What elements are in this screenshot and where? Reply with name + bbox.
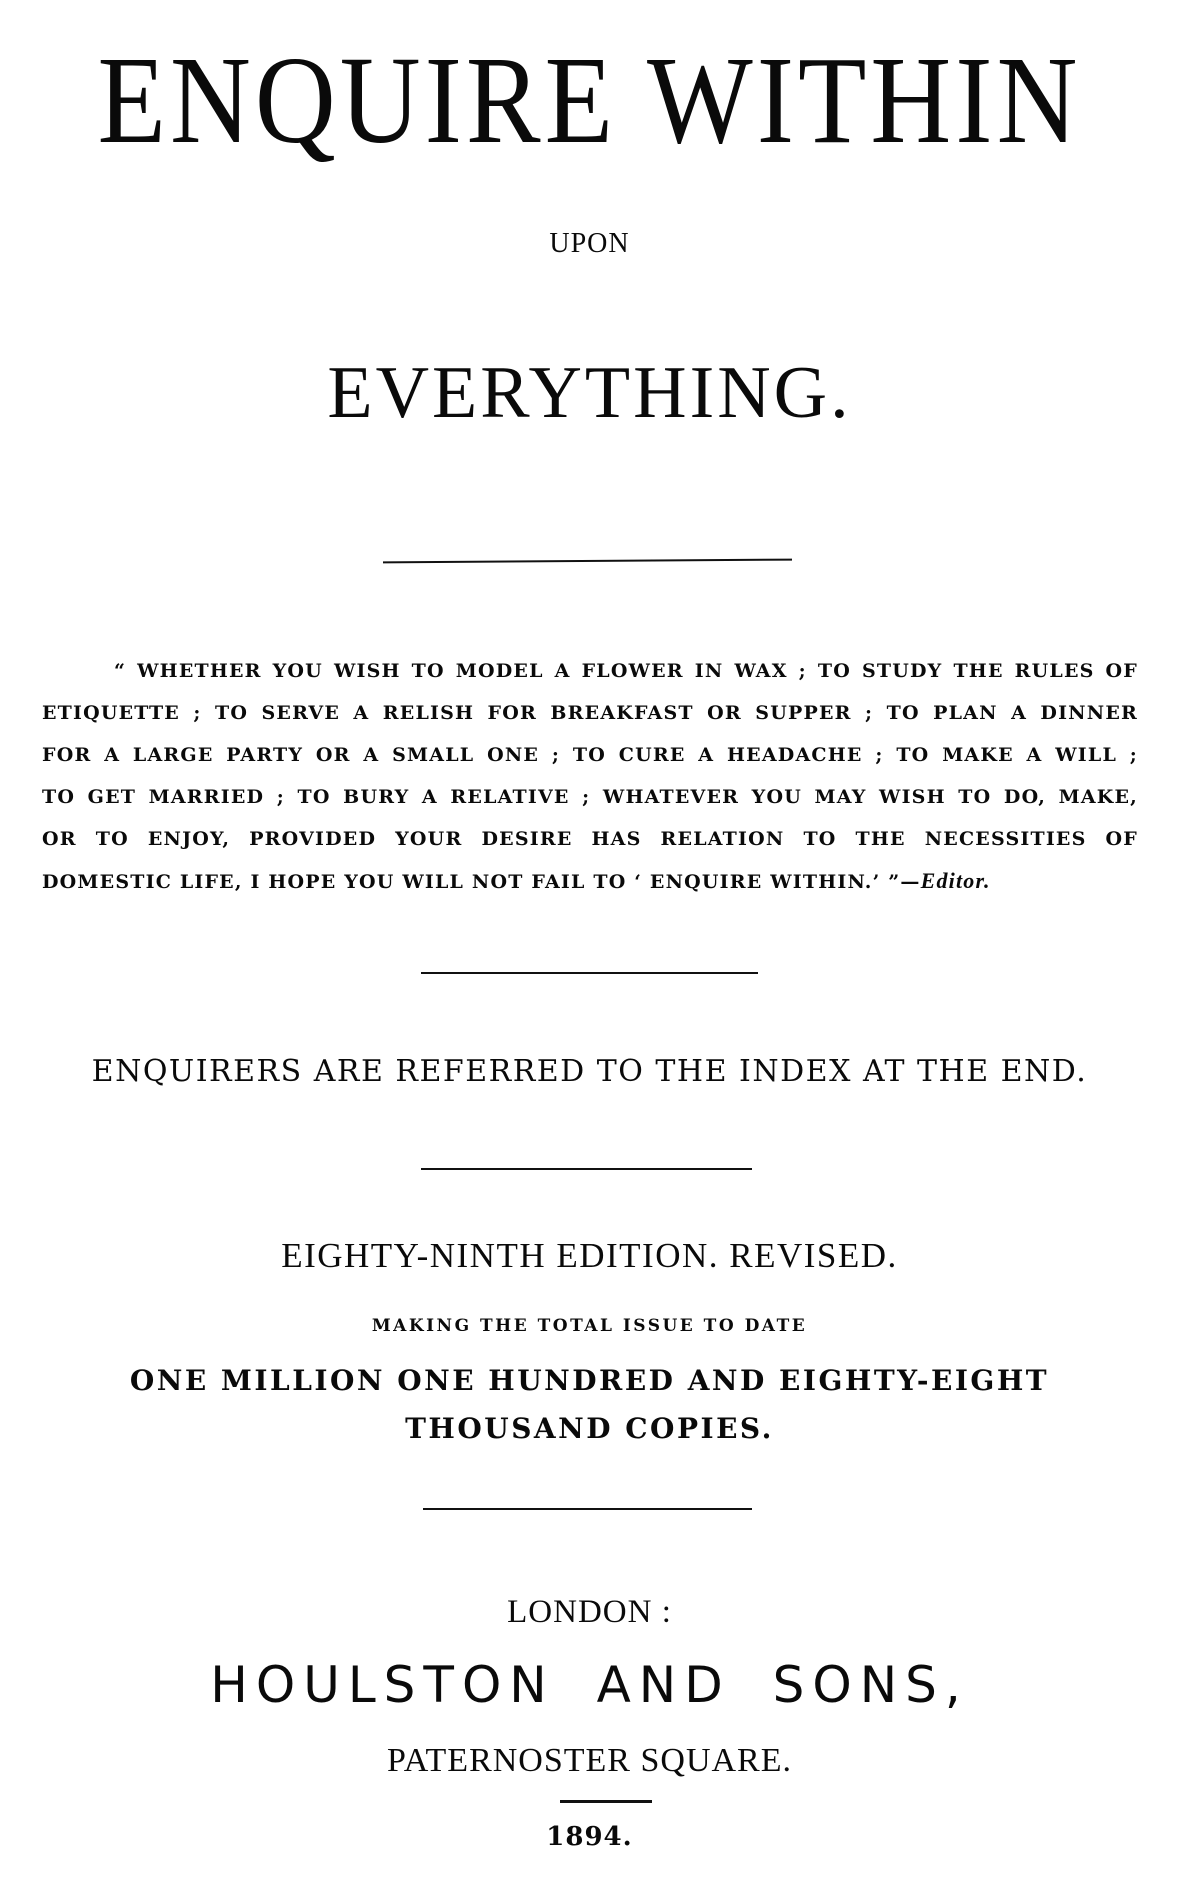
imprint-address: PATERNOSTER SQUARE. [386, 1742, 793, 1779]
epigraph-line-6 [42, 860, 1138, 902]
imprint-publisher: HOULSTON AND SONS, [210, 1656, 969, 1714]
epigraph [42, 650, 1138, 902]
divider-rule-short [560, 1800, 652, 1803]
epigraph-attribution: Editor. [920, 868, 991, 893]
epigraph-line-3: FOR A LARGE PARTY OR A SMALL ONE ; TO CURE A HEADACHE ; TO MAKE A WILL ; [42, 744, 1138, 766]
imprint-city: LONDON : [507, 1594, 672, 1630]
divider-rule-4 [423, 1508, 752, 1510]
divider-rule-3 [421, 1168, 752, 1170]
epigraph-line-2: ETIQUETTE ; TO SERVE A RELISH FOR BREAKFAST OR SUPPER ; TO PLAN A DINNER [42, 702, 1138, 724]
book-title: ENQUIRE WITHIN [97, 31, 1082, 171]
index-note: ENQUIRERS ARE REFERRED TO THE INDEX AT THE END. [91, 1054, 1088, 1089]
issue-count-line-2: THOUSAND COPIES. [405, 1412, 774, 1445]
book-subtitle: EVERYTHING. [327, 352, 852, 434]
divider-rule-2 [421, 972, 758, 974]
issue-count-line-1: ONE MILLION ONE HUNDRED AND EIGHTY-EIGHT [129, 1364, 1050, 1397]
edition-statement: EIGHTY-NINTH EDITION. REVISED. [281, 1236, 898, 1275]
issue-intro: MAKING THE TOTAL ISSUE TO DATE [371, 1316, 808, 1336]
epigraph-line-4: TO GET MARRIED ; TO BURY A RELATIVE ; WHATEVER YOU MAY WISH TO DO, MAKE, [42, 786, 1138, 808]
title-connector: UPON [549, 228, 630, 259]
epigraph-line-6-text: DOMESTIC LIFE, I HOPE YOU WILL NOT FAIL TO ‘ ENQUIRE WITHIN.’ ”— [42, 871, 921, 893]
imprint-year: 1894. [546, 1822, 633, 1852]
epigraph-line-1: “ WHETHER YOU WISH TO MODEL A FLOWER IN WAX ; TO STUDY THE RULES OF [114, 660, 1138, 682]
divider-rule-1 [383, 559, 792, 564]
epigraph-line-5: OR TO ENJOY, PROVIDED YOUR DESIRE HAS RELATION TO THE NECESSITIES OF [42, 828, 1138, 850]
